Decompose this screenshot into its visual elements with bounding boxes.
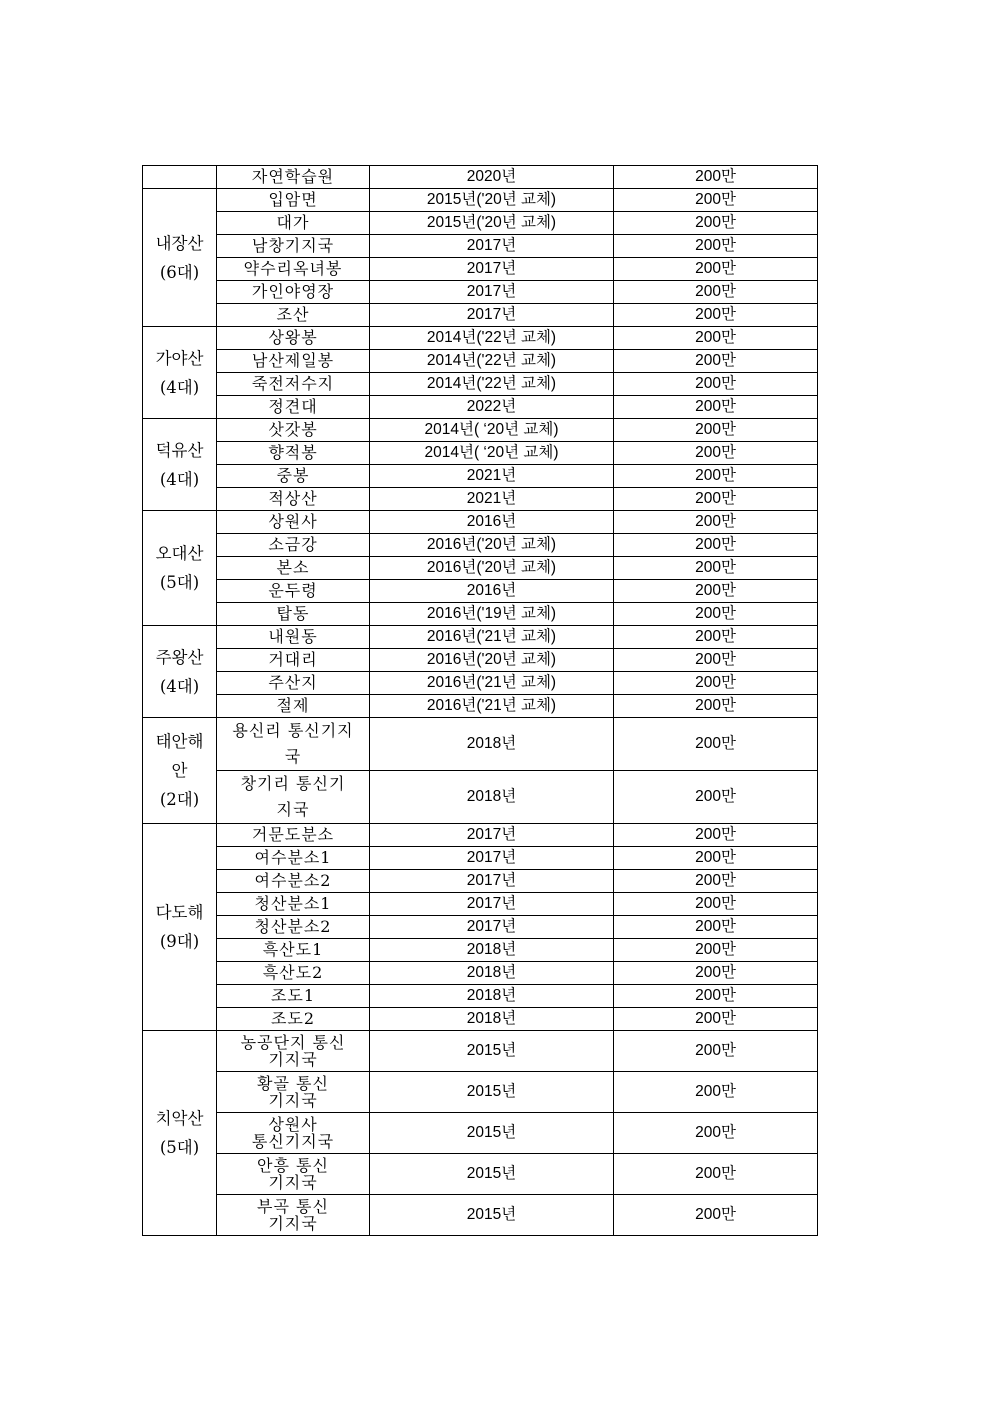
amount-cell: 200만 bbox=[614, 939, 818, 962]
amount-cell: 200만 bbox=[614, 847, 818, 870]
table-row bbox=[143, 985, 818, 1008]
install-year-cell: 2017년 bbox=[370, 893, 614, 916]
amount-cell: 200만 bbox=[614, 258, 818, 281]
table-row bbox=[143, 258, 818, 281]
site-name-cell: 안흥 통신 기지국 bbox=[217, 1154, 370, 1195]
site-name-cell: 남창기지국 bbox=[217, 235, 370, 258]
install-year-cell: 2017년 bbox=[370, 235, 614, 258]
install-year-cell: 2015년 bbox=[370, 1031, 614, 1072]
group-label-cell: 오대산 (5대) bbox=[143, 511, 217, 626]
amount-cell: 200만 bbox=[614, 603, 818, 626]
amount-cell: 200만 bbox=[614, 373, 818, 396]
site-name-cell: 중봉 bbox=[217, 465, 370, 488]
table-row bbox=[143, 847, 818, 870]
table-row bbox=[143, 212, 818, 235]
table-row bbox=[143, 557, 818, 580]
site-name-cell: 삿갓봉 bbox=[217, 419, 370, 442]
install-year-cell: 2017년 bbox=[370, 281, 614, 304]
install-year-cell: 2014년('22년 교체) bbox=[370, 373, 614, 396]
site-name-cell: 향적봉 bbox=[217, 442, 370, 465]
table-row bbox=[143, 327, 818, 350]
amount-cell: 200만 bbox=[614, 350, 818, 373]
install-year-cell: 2016년 bbox=[370, 580, 614, 603]
install-year-cell: 2018년 bbox=[370, 985, 614, 1008]
site-name-cell: 부곡 통신 기지국 bbox=[217, 1195, 370, 1236]
install-year-cell: 2016년('20년 교체) bbox=[370, 557, 614, 580]
install-year-cell: 2016년('21년 교체) bbox=[370, 626, 614, 649]
table-row bbox=[143, 511, 818, 534]
site-name-cell: 용신리 통신기지 국 bbox=[217, 718, 370, 771]
install-year-cell: 2018년 bbox=[370, 939, 614, 962]
table-row bbox=[143, 603, 818, 626]
install-year-cell: 2018년 bbox=[370, 771, 614, 824]
install-year-cell: 2016년('21년 교체) bbox=[370, 695, 614, 718]
table-row bbox=[143, 235, 818, 258]
install-year-cell: 2017년 bbox=[370, 304, 614, 327]
site-name-cell: 거문도분소 bbox=[217, 824, 370, 847]
amount-cell: 200만 bbox=[614, 442, 818, 465]
site-name-cell: 창기리 통신기 지국 bbox=[217, 771, 370, 824]
table-row bbox=[143, 281, 818, 304]
install-year-cell: 2015년 bbox=[370, 1072, 614, 1113]
site-name-cell: 자연학습원 bbox=[217, 166, 370, 189]
table-row bbox=[143, 962, 818, 985]
site-name-cell: 가인야영장 bbox=[217, 281, 370, 304]
amount-cell: 200만 bbox=[614, 557, 818, 580]
amount-cell: 200만 bbox=[614, 695, 818, 718]
install-year-cell: 2022년 bbox=[370, 396, 614, 419]
site-name-cell: 입암면 bbox=[217, 189, 370, 212]
install-year-cell: 2016년('19년 교체) bbox=[370, 603, 614, 626]
install-year-cell: 2020년 bbox=[370, 166, 614, 189]
amount-cell: 200만 bbox=[614, 488, 818, 511]
group-label-cell: 치악산 (5대) bbox=[143, 1031, 217, 1236]
amount-cell: 200만 bbox=[614, 1195, 818, 1236]
install-year-cell: 2018년 bbox=[370, 1008, 614, 1031]
table-row bbox=[143, 350, 818, 373]
table-row bbox=[143, 304, 818, 327]
equipment-table bbox=[142, 165, 818, 1236]
amount-cell: 200만 bbox=[614, 916, 818, 939]
amount-cell: 200만 bbox=[614, 511, 818, 534]
amount-cell: 200만 bbox=[614, 626, 818, 649]
group-label-cell: 덕유산 (4대) bbox=[143, 419, 217, 511]
group-label-cell: 주왕산 (4대) bbox=[143, 626, 217, 718]
site-name-cell: 흑산도1 bbox=[217, 939, 370, 962]
table-row bbox=[143, 1195, 818, 1236]
install-year-cell: 2016년('21년 교체) bbox=[370, 672, 614, 695]
site-name-cell: 조도2 bbox=[217, 1008, 370, 1031]
group-label-cell: 태안해 안 (2대) bbox=[143, 718, 217, 824]
amount-cell: 200만 bbox=[614, 1008, 818, 1031]
install-year-cell: 2015년('20년 교체) bbox=[370, 212, 614, 235]
amount-cell: 200만 bbox=[614, 649, 818, 672]
site-name-cell: 거대리 bbox=[217, 649, 370, 672]
site-name-cell: 상원사 통신기지국 bbox=[217, 1113, 370, 1154]
table-row bbox=[143, 1008, 818, 1031]
site-name-cell: 흑산도2 bbox=[217, 962, 370, 985]
amount-cell: 200만 bbox=[614, 327, 818, 350]
amount-cell: 200만 bbox=[614, 281, 818, 304]
table-row bbox=[143, 939, 818, 962]
site-name-cell: 주산지 bbox=[217, 672, 370, 695]
table-row bbox=[143, 488, 818, 511]
site-name-cell: 청산분소2 bbox=[217, 916, 370, 939]
table-row bbox=[143, 442, 818, 465]
table-row bbox=[143, 373, 818, 396]
install-year-cell: 2014년('22년 교체) bbox=[370, 327, 614, 350]
install-year-cell: 2016년('20년 교체) bbox=[370, 534, 614, 557]
site-name-cell: 적상산 bbox=[217, 488, 370, 511]
amount-cell: 200만 bbox=[614, 580, 818, 603]
table-row bbox=[143, 695, 818, 718]
amount-cell: 200만 bbox=[614, 985, 818, 1008]
amount-cell: 200만 bbox=[614, 824, 818, 847]
amount-cell: 200만 bbox=[614, 962, 818, 985]
install-year-cell: 2017년 bbox=[370, 847, 614, 870]
table-row bbox=[143, 1154, 818, 1195]
table-row bbox=[143, 649, 818, 672]
amount-cell: 200만 bbox=[614, 212, 818, 235]
group-label-cell: 가야산 (4대) bbox=[143, 327, 217, 419]
table-row bbox=[143, 626, 818, 649]
amount-cell: 200만 bbox=[614, 166, 818, 189]
amount-cell: 200만 bbox=[614, 189, 818, 212]
group-label-cell: 다도해 (9대) bbox=[143, 824, 217, 1031]
amount-cell: 200만 bbox=[614, 1031, 818, 1072]
install-year-cell: 2017년 bbox=[370, 916, 614, 939]
table-row bbox=[143, 465, 818, 488]
site-name-cell: 여수분소2 bbox=[217, 870, 370, 893]
amount-cell: 200만 bbox=[614, 718, 818, 771]
amount-cell: 200만 bbox=[614, 893, 818, 916]
amount-cell: 200만 bbox=[614, 771, 818, 824]
table-row bbox=[143, 824, 818, 847]
amount-cell: 200만 bbox=[614, 1154, 818, 1195]
install-year-cell: 2014년('22년 교체) bbox=[370, 350, 614, 373]
amount-cell: 200만 bbox=[614, 304, 818, 327]
table-row bbox=[143, 1113, 818, 1154]
table-row bbox=[143, 396, 818, 419]
install-year-cell: 2018년 bbox=[370, 718, 614, 771]
site-name-cell: 탑동 bbox=[217, 603, 370, 626]
install-year-cell: 2021년 bbox=[370, 488, 614, 511]
site-name-cell: 상원사 bbox=[217, 511, 370, 534]
table-row bbox=[143, 893, 818, 916]
table-row bbox=[143, 166, 818, 189]
site-name-cell: 조도1 bbox=[217, 985, 370, 1008]
install-year-cell: 2018년 bbox=[370, 962, 614, 985]
amount-cell: 200만 bbox=[614, 465, 818, 488]
group-label-cell: 내장산 (6대) bbox=[143, 189, 217, 327]
amount-cell: 200만 bbox=[614, 672, 818, 695]
group-label-cell bbox=[143, 166, 217, 189]
site-name-cell: 본소 bbox=[217, 557, 370, 580]
amount-cell: 200만 bbox=[614, 870, 818, 893]
install-year-cell: 2015년 bbox=[370, 1113, 614, 1154]
install-year-cell: 2021년 bbox=[370, 465, 614, 488]
table-row bbox=[143, 672, 818, 695]
install-year-cell: 2014년( ‘20년 교체) bbox=[370, 419, 614, 442]
install-year-cell: 2015년 bbox=[370, 1154, 614, 1195]
amount-cell: 200만 bbox=[614, 419, 818, 442]
table-body bbox=[143, 166, 818, 1236]
site-name-cell: 상왕봉 bbox=[217, 327, 370, 350]
install-year-cell: 2017년 bbox=[370, 870, 614, 893]
table-row bbox=[143, 1031, 818, 1072]
site-name-cell: 죽전저수지 bbox=[217, 373, 370, 396]
amount-cell: 200만 bbox=[614, 534, 818, 557]
site-name-cell: 청산분소1 bbox=[217, 893, 370, 916]
site-name-cell: 약수리옥녀봉 bbox=[217, 258, 370, 281]
amount-cell: 200만 bbox=[614, 235, 818, 258]
table-row bbox=[143, 1072, 818, 1113]
install-year-cell: 2017년 bbox=[370, 824, 614, 847]
site-name-cell: 소금강 bbox=[217, 534, 370, 557]
amount-cell: 200만 bbox=[614, 1072, 818, 1113]
table-row bbox=[143, 419, 818, 442]
site-name-cell: 정견대 bbox=[217, 396, 370, 419]
site-name-cell: 남산제일봉 bbox=[217, 350, 370, 373]
install-year-cell: 2016년 bbox=[370, 511, 614, 534]
amount-cell: 200만 bbox=[614, 1113, 818, 1154]
site-name-cell: 조산 bbox=[217, 304, 370, 327]
table-row bbox=[143, 916, 818, 939]
amount-cell: 200만 bbox=[614, 396, 818, 419]
site-name-cell: 내원동 bbox=[217, 626, 370, 649]
table-row bbox=[143, 870, 818, 893]
table-row bbox=[143, 189, 818, 212]
site-name-cell: 대가 bbox=[217, 212, 370, 235]
table-row bbox=[143, 580, 818, 603]
site-name-cell: 여수분소1 bbox=[217, 847, 370, 870]
site-name-cell: 황골 통신 기지국 bbox=[217, 1072, 370, 1113]
install-year-cell: 2015년('20년 교체) bbox=[370, 189, 614, 212]
table-row bbox=[143, 718, 818, 771]
install-year-cell: 2017년 bbox=[370, 258, 614, 281]
site-name-cell: 절제 bbox=[217, 695, 370, 718]
table-row bbox=[143, 534, 818, 557]
install-year-cell: 2014년( ‘20년 교체) bbox=[370, 442, 614, 465]
table-row bbox=[143, 771, 818, 824]
site-name-cell: 운두령 bbox=[217, 580, 370, 603]
site-name-cell: 농공단지 통신 기지국 bbox=[217, 1031, 370, 1072]
install-year-cell: 2016년('20년 교체) bbox=[370, 649, 614, 672]
install-year-cell: 2015년 bbox=[370, 1195, 614, 1236]
